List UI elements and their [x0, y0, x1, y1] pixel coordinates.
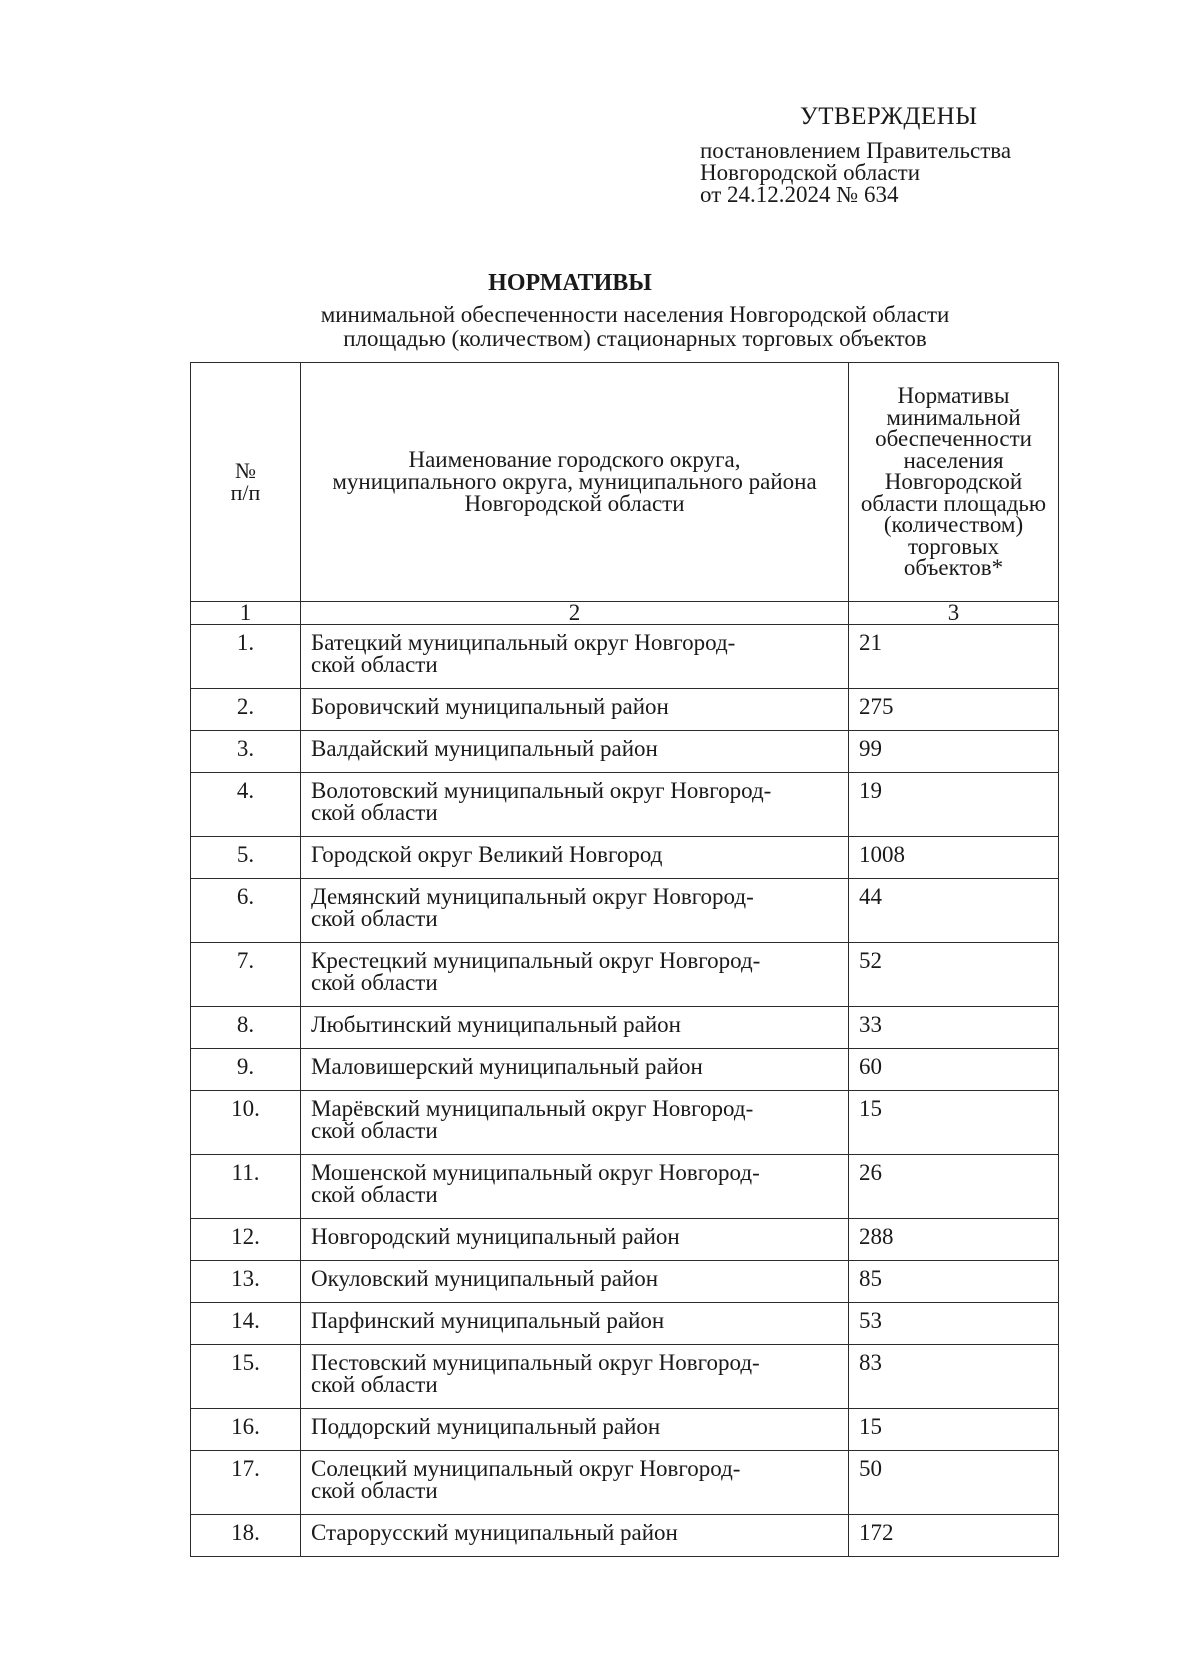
- row-name: Парфинский муниципальный район: [301, 1303, 849, 1345]
- row-name: Мошенской муниципальный округ Новгород- ской области: [301, 1155, 849, 1219]
- row-value: 50: [849, 1451, 1059, 1515]
- approval-resolution-line: постановлением Правительства: [700, 138, 1012, 163]
- row-number: 1.: [191, 625, 301, 689]
- row-name: Любытинский муниципальный район: [301, 1007, 849, 1049]
- document-subtitle-line-2: площадью (количеством) стационарных торговых объектов: [343, 326, 927, 351]
- table-row: [191, 1303, 1059, 1345]
- table-row: [191, 1091, 1059, 1155]
- table-row: [191, 1155, 1059, 1219]
- row-name: Марёвский муниципальный округ Новгород- ской области: [301, 1091, 849, 1155]
- table-row: [191, 1515, 1059, 1557]
- row-name: Боровичский муниципальный район: [301, 689, 849, 731]
- row-name: Пестовский муниципальный округ Новгород- ской области: [301, 1345, 849, 1409]
- row-value: 19: [849, 773, 1059, 837]
- row-value: 33: [849, 1007, 1059, 1049]
- row-value: 26: [849, 1155, 1059, 1219]
- header-number: [191, 363, 301, 602]
- row-value: 53: [849, 1303, 1059, 1345]
- header-norm: Нормативы минимальной обеспеченности населения Новгородской области площадью (количеством) торговых объектов*: [849, 363, 1059, 602]
- table-row: [191, 731, 1059, 773]
- row-number: 15.: [191, 1345, 301, 1409]
- row-number: 6.: [191, 879, 301, 943]
- row-name: Новгородский муниципальный район: [301, 1219, 849, 1261]
- table-row: [191, 773, 1059, 837]
- table-row: [191, 1219, 1059, 1261]
- row-value: 60: [849, 1049, 1059, 1091]
- column-number-1: 1: [191, 602, 301, 625]
- row-number: 12.: [191, 1219, 301, 1261]
- row-number: 7.: [191, 943, 301, 1007]
- table-row: [191, 625, 1059, 689]
- row-number: 10.: [191, 1091, 301, 1155]
- norms-table: [190, 362, 1059, 1557]
- row-number: 17.: [191, 1451, 301, 1515]
- row-name: Волотовский муниципальный округ Новгород- ской области: [301, 773, 849, 837]
- table-header-row: [191, 363, 1059, 602]
- row-value: 52: [849, 943, 1059, 1007]
- row-number: 11.: [191, 1155, 301, 1219]
- table-row: [191, 879, 1059, 943]
- table-row: [191, 1007, 1059, 1049]
- row-value: 83: [849, 1345, 1059, 1409]
- row-value: 1008: [849, 837, 1059, 879]
- table-row: [191, 943, 1059, 1007]
- row-value: 275: [849, 689, 1059, 731]
- row-number: 5.: [191, 837, 301, 879]
- table-row: [191, 689, 1059, 731]
- table-row: [191, 1261, 1059, 1303]
- row-value: 15: [849, 1091, 1059, 1155]
- row-name: Старорусский муниципальный район: [301, 1515, 849, 1557]
- row-number: 4.: [191, 773, 301, 837]
- row-number: 18.: [191, 1515, 301, 1557]
- row-number: 14.: [191, 1303, 301, 1345]
- row-value: 288: [849, 1219, 1059, 1261]
- header-number-sign: №: [235, 458, 256, 483]
- row-value: 99: [849, 731, 1059, 773]
- approval-date-line: от 24.12.2024 № 634: [700, 182, 899, 207]
- row-name: Солецкий муниципальный округ Новгород- ской области: [301, 1451, 849, 1515]
- row-value: 172: [849, 1515, 1059, 1557]
- row-name: Крестецкий муниципальный округ Новгород- ской области: [301, 943, 849, 1007]
- row-name: Батецкий муниципальный округ Новгород- ской области: [301, 625, 849, 689]
- row-value: 15: [849, 1409, 1059, 1451]
- row-value: 44: [849, 879, 1059, 943]
- row-name: Маловишерский муниципальный район: [301, 1049, 849, 1091]
- row-name: Демянский муниципальный округ Новгород- ской области: [301, 879, 849, 943]
- row-number: 16.: [191, 1409, 301, 1451]
- header-name: Наименование городского округа, муниципального округа, муниципального района Новгородской области: [301, 363, 849, 602]
- document-subtitle-line-1: минимальной обеспеченности населения Новгородской области: [320, 302, 950, 327]
- table-row: [191, 1409, 1059, 1451]
- row-number: 8.: [191, 1007, 301, 1049]
- row-name: Окуловский муниципальный район: [301, 1261, 849, 1303]
- row-value: 85: [849, 1261, 1059, 1303]
- column-number-3: 3: [849, 602, 1059, 625]
- approval-region-line: Новгородской области: [700, 160, 921, 185]
- row-name: Валдайский муниципальный район: [301, 731, 849, 773]
- table-row: [191, 1345, 1059, 1409]
- row-number: 9.: [191, 1049, 301, 1091]
- row-number: 13.: [191, 1261, 301, 1303]
- table-row: [191, 1049, 1059, 1091]
- approval-heading: УТВЕРЖДЕНЫ: [800, 103, 978, 130]
- row-name: Городской округ Великий Новгород: [301, 837, 849, 879]
- document-title: НОРМАТИВЫ: [488, 270, 652, 296]
- table-row: [191, 837, 1059, 879]
- row-number: 3.: [191, 731, 301, 773]
- row-value: 21: [849, 625, 1059, 689]
- document-subtitle: [180, 303, 1090, 351]
- column-number-2: 2: [301, 602, 849, 625]
- table-row: [191, 1451, 1059, 1515]
- header-number-abbr: п/п: [230, 480, 261, 505]
- row-number: 2.: [191, 689, 301, 731]
- column-number-row: [191, 602, 1059, 625]
- approval-block: [700, 102, 1080, 206]
- table-body: [191, 625, 1059, 1557]
- row-name: Поддорский муниципальный район: [301, 1409, 849, 1451]
